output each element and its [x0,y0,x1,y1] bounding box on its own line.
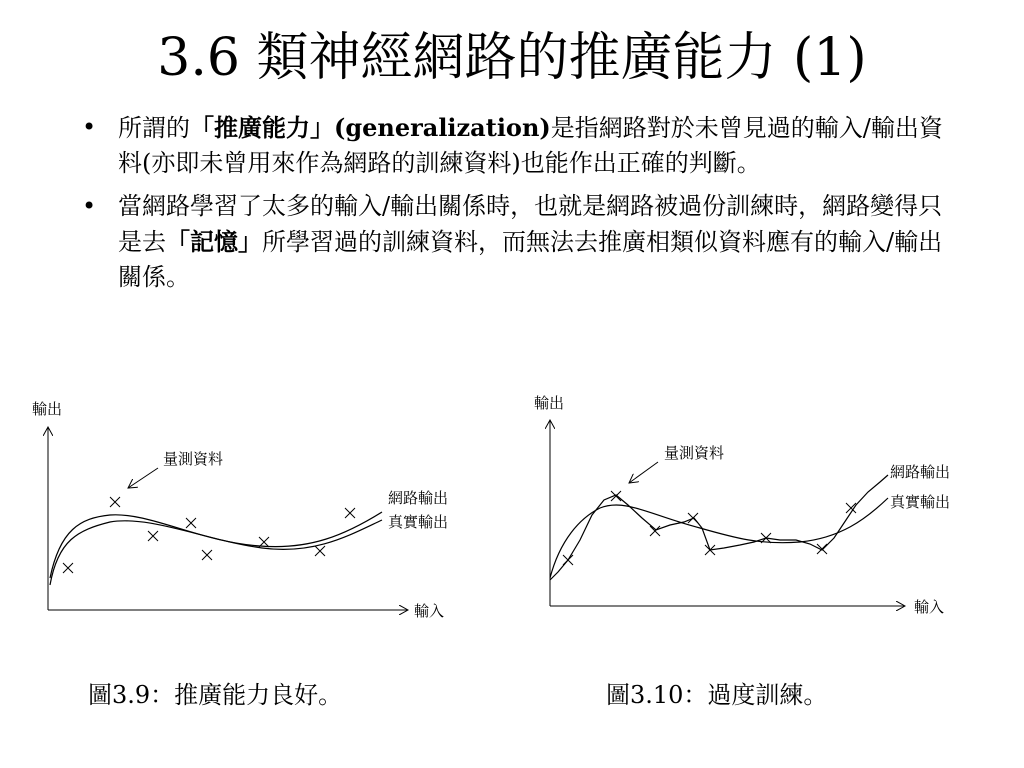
measured-data-pointer [128,468,158,488]
data-point-marker [688,513,698,523]
bullet-bold-term: 「推廣能力」(generalization) [190,113,551,142]
figure-overtraining [534,394,950,616]
bullet-text: 所謂的 [118,114,190,142]
data-point-marker [259,537,269,547]
data-point-marker [563,555,573,565]
y-axis-label: 輸出 [32,400,63,418]
figure-caption: 圖3.10：過度訓練。 [606,681,828,709]
bullet-dot: • [82,113,97,141]
network-output-label: 網路輸出 [890,463,951,481]
measured-data-label: 量測資料 [664,444,725,462]
network-output-curve [550,475,888,580]
data-point-marker [110,497,120,507]
figure-caption: 圖3.9：推廣能力良好。 [88,681,343,709]
measured-data-points [563,491,856,565]
slide-title: 3.6 類神經網路的推廣能力 (1) [157,28,867,88]
true-output-label: 真實輸出 [388,513,449,531]
network-output-label: 網路輸出 [388,489,449,507]
bullet-text: 是指網路對於未曾見過的輸入/輸出資料(亦即未曾用來作為網路的訓練資料)也能作出正確的判斷。 [118,114,943,177]
data-point-marker [315,546,325,556]
data-point-marker [202,550,212,560]
data-point-marker [148,531,158,541]
data-point-marker [345,508,355,518]
y-axis-label: 輸出 [534,394,565,412]
bullet-text: 當網路學習了太多的輸入/輸出關係時，也就是網路被過份訓練時，網路變得只是去 [118,192,943,256]
x-axis-label: 輸入 [914,598,945,616]
true-output-label: 真實輸出 [890,493,951,511]
x-axis-label: 輸入 [414,602,445,620]
true-output-curve [50,512,382,578]
measured-data-points [63,497,355,573]
data-point-marker [817,544,827,554]
measured-data-pointer [629,462,658,483]
data-point-marker [650,526,660,536]
bullet-dot: • [82,192,97,220]
network-output-curve [50,520,382,585]
data-point-marker [63,563,73,573]
figure-good-generalization [32,400,448,620]
data-point-marker [186,518,196,528]
bullet-bold-term: 「記憶」 [166,227,262,256]
true-output-curve [550,498,888,578]
bullet-text: 所學習過的訓練資料，而無法去推廣相類似資料應有的輸入/輸出關係。 [118,228,943,291]
measured-data-label: 量測資料 [163,450,224,468]
